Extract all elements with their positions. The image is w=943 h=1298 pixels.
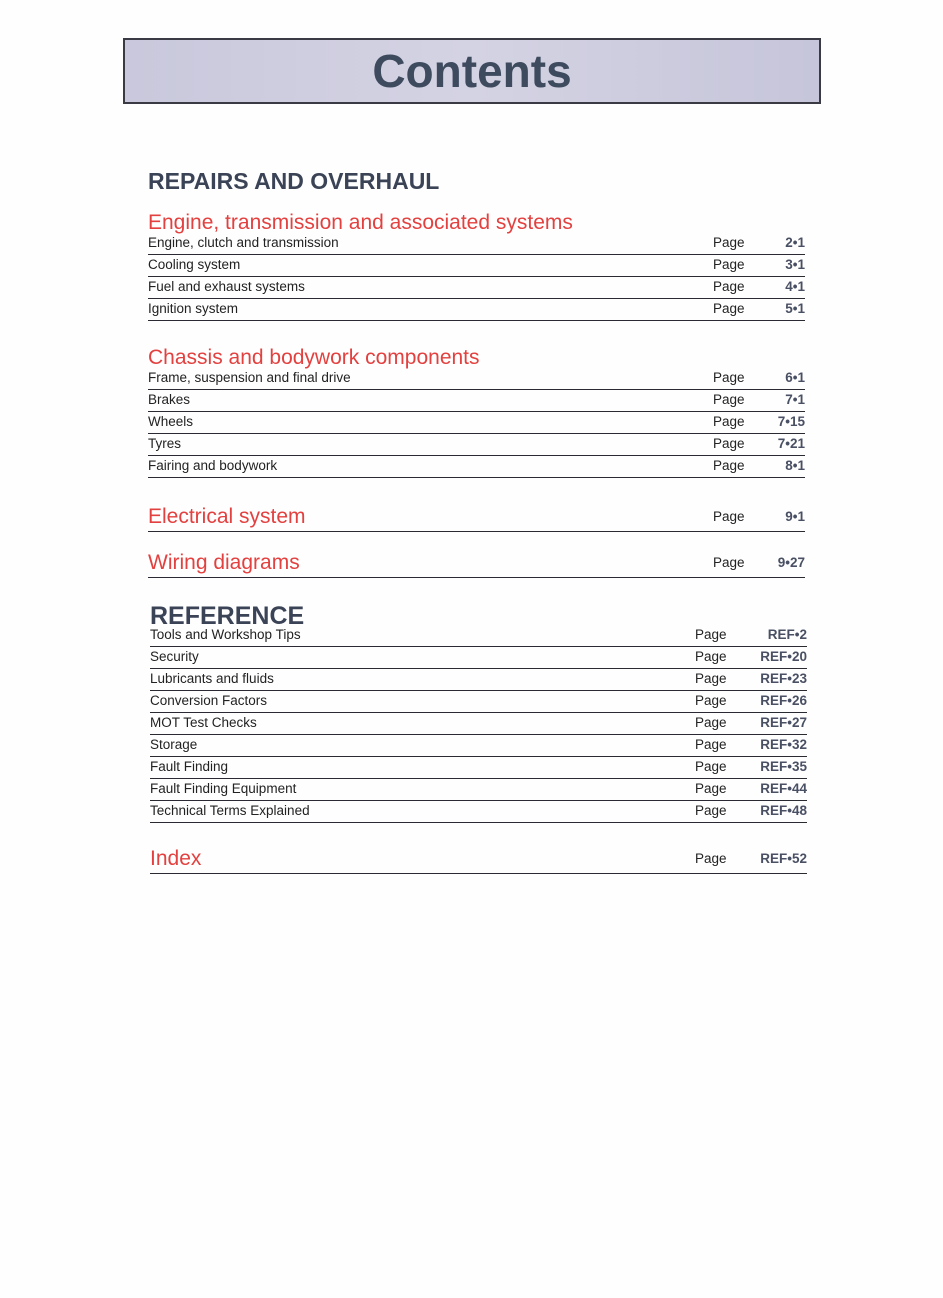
page-word: Page [713,301,745,316]
section-wiring[interactable] [148,546,805,578]
page-word: Page [713,555,745,570]
page-word: Page [695,693,727,708]
section-electrical[interactable] [148,500,805,532]
toc-label: Conversion Factors [150,693,268,708]
page-number: REF•44 [760,781,807,796]
page-number: REF•26 [760,693,807,708]
toc-row[interactable] [148,390,805,412]
toc-row[interactable] [148,412,805,434]
toc-label: Security [150,649,199,664]
toc-label: Ignition system [148,301,239,316]
section-title: Chassis and bodywork components [148,346,480,369]
page-word: Page [713,414,745,429]
page-number: REF•23 [760,671,807,686]
toc-label: Index [150,847,202,870]
toc-row[interactable] [150,801,807,823]
toc-row[interactable] [150,735,807,757]
reference-heading: REFERENCE [150,602,305,630]
toc-label: Fairing and bodywork [148,458,278,473]
page-word: Page [695,737,727,752]
page-number: 9•27 [777,555,805,570]
toc-row[interactable] [148,500,805,532]
toc-row[interactable] [148,368,805,390]
section-reference [150,625,807,823]
toc-label: Wiring diagrams [148,551,300,574]
toc-label: Engine, clutch and transmission [148,235,339,250]
toc-label: Wheels [148,414,194,429]
page-number: REF•27 [760,715,807,730]
page-number: 9•1 [785,509,805,524]
page-word: Page [695,759,727,774]
page-number: 7•15 [777,414,805,429]
toc-label: Lubricants and fluids [150,671,274,686]
toc-label: Cooling system [148,257,241,272]
toc-label: Fault Finding [150,759,229,774]
toc-row[interactable] [150,647,807,669]
page-word: Page [695,851,727,866]
page-word: Page [713,279,745,294]
page-word: Page [695,649,727,664]
page-word: Page [713,436,745,451]
page-word: Page [695,627,727,642]
page-number: REF•2 [767,627,807,642]
page-number: REF•52 [760,851,807,866]
page-word: Page [695,781,727,796]
toc-row[interactable] [148,456,805,478]
page-number: REF•20 [760,649,807,664]
page-title: Contents [372,45,572,97]
toc-row[interactable] [150,625,807,647]
section-title: Engine, transmission and associated systems [148,211,573,234]
toc-label: Fuel and exhaust systems [148,279,305,294]
repairs-heading: REPAIRS AND OVERHAUL [148,168,440,194]
toc-label: Brakes [148,392,191,407]
toc-row[interactable] [150,842,807,874]
toc-row[interactable] [150,691,807,713]
toc-label: Fault Finding Equipment [150,781,297,796]
page-number: REF•32 [760,737,807,752]
toc-row[interactable] [150,757,807,779]
page-number: 3•1 [785,257,805,272]
section-index[interactable] [150,842,807,874]
page-word: Page [713,257,745,272]
page-number: 7•21 [777,436,805,451]
page-number: 5•1 [785,301,805,316]
page-word: Page [713,392,745,407]
page-word: Page [713,235,745,250]
toc-row[interactable] [150,779,807,801]
toc-row[interactable] [150,669,807,691]
page-word: Page [713,509,745,524]
page-word: Page [695,671,727,686]
toc-row[interactable] [148,299,805,321]
page-number: 2•1 [785,235,805,250]
page-number: REF•35 [760,759,807,774]
page-number: 8•1 [785,458,805,473]
title-banner [123,38,821,104]
page-number: REF•48 [760,803,807,818]
page-word: Page [713,458,745,473]
toc-row[interactable] [148,233,805,255]
toc-label: Technical Terms Explained [150,803,310,818]
page-word: Page [713,370,745,385]
toc-row[interactable] [148,277,805,299]
toc-label: Tools and Workshop Tips [150,627,301,642]
page-word: Page [695,715,727,730]
toc-label: MOT Test Checks [150,715,257,730]
toc-label: Storage [150,737,198,752]
page-number: 6•1 [785,370,805,385]
toc-row[interactable] [148,255,805,277]
section-chassis [148,346,805,478]
toc-label: Electrical system [148,505,306,528]
toc-label: Tyres [148,436,182,451]
section-engine [148,211,805,321]
toc-row[interactable] [148,434,805,456]
page-word: Page [695,803,727,818]
toc-row[interactable] [148,546,805,578]
toc-label: Frame, suspension and final drive [148,370,351,385]
toc-row[interactable] [150,713,807,735]
page-number: 4•1 [785,279,805,294]
page-number: 7•1 [785,392,805,407]
